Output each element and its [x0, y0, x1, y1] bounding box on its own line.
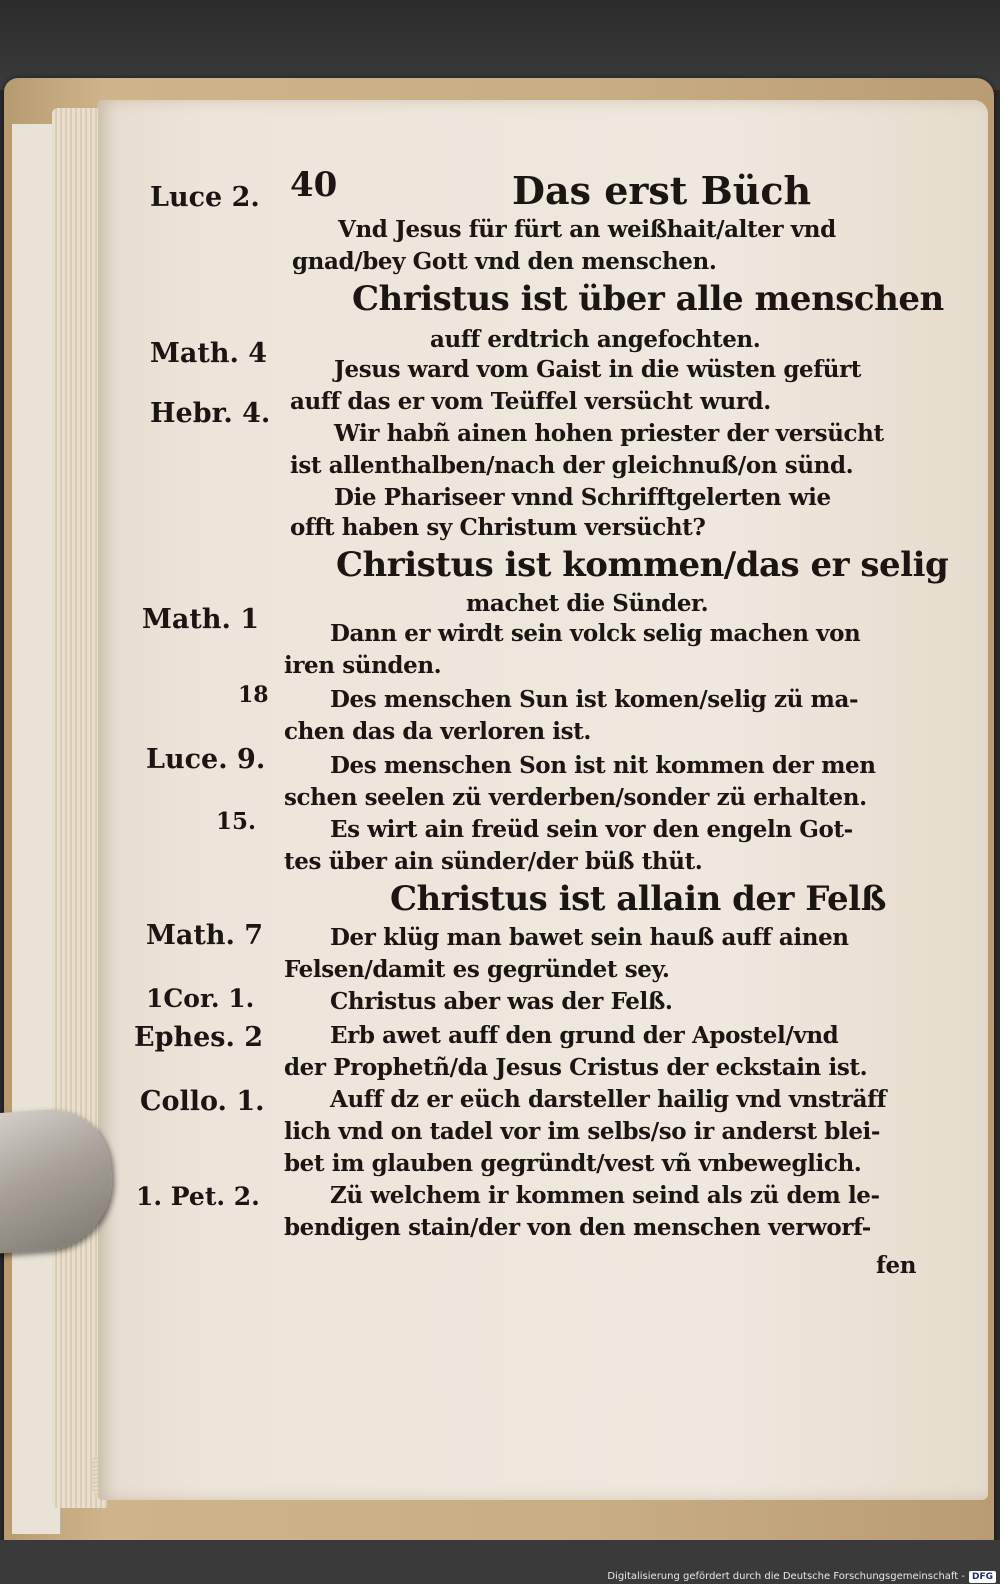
- margin-ref: 1. Pet. 2.: [136, 1182, 260, 1211]
- margin-ref: Luce 2.: [150, 182, 260, 213]
- dfg-logo: DFG: [969, 1571, 996, 1583]
- section-heading: Christus ist kommen/das er selig: [336, 545, 949, 585]
- margin-ref: Collo. 1.: [140, 1086, 265, 1117]
- text-line: Des menschen Son ist nit kommen der men: [330, 752, 876, 779]
- text-line: Die Phariseer vnnd Schrifftgelerten wie: [334, 484, 831, 511]
- text-line: Des menschen Sun ist komen/selig zü ma-: [330, 686, 859, 713]
- text-line: Es wirt ain freüd sein vor den engeln Got-: [330, 816, 853, 843]
- text-line: Zü welchem ir kommen seind als zü dem le-: [330, 1182, 880, 1209]
- margin-ref: Ephes. 2: [134, 1022, 264, 1053]
- text-line: gnad/bey Gott vnd den menschen.: [292, 248, 717, 275]
- margin-ref: Hebr. 4.: [150, 398, 271, 429]
- text-line: Felsen/damit es gegründet sey.: [284, 956, 670, 983]
- section-heading-sub: machet die Sünder.: [466, 590, 709, 617]
- text-line: Auff dz er eüch darsteller hailig vnd vnsträff: [330, 1086, 887, 1113]
- text-line: Jesus ward vom Gaist in die wüsten gefürt: [334, 356, 862, 383]
- text-line: tes über ain sünder/der büß thüt.: [284, 848, 703, 875]
- margin-ref: Luce. 9.: [146, 744, 266, 775]
- credit-text: Digitalisierung gefördert durch die Deutsche Forschungsgemeinschaft -: [607, 1571, 965, 1582]
- text-line: Wir habñ ainen hohen priester der versücht: [334, 420, 884, 447]
- scan-background-top: [0, 0, 1000, 90]
- text-line: der Prophetñ/da Jesus Cristus der eckstain ist.: [284, 1054, 868, 1081]
- section-heading-sub: auff erdtrich angefochten.: [430, 326, 761, 353]
- text-line: offt haben sy Christum versücht?: [290, 514, 706, 541]
- margin-ref: Math. 1: [142, 604, 260, 635]
- margin-ref: Math. 4: [150, 338, 268, 369]
- text-line: iren sünden.: [284, 652, 442, 679]
- text-line: Erb awet auff den grund der Apostel/vnd: [330, 1022, 839, 1049]
- running-title: Das erst Büch: [512, 168, 812, 213]
- text-line: chen das da verloren ist.: [284, 718, 592, 745]
- margin-ref: 1Cor. 1.: [146, 984, 255, 1013]
- section-heading: Christus ist allain der Felß: [390, 879, 886, 919]
- section-heading: Christus ist über alle menschen: [352, 279, 944, 319]
- page-number: 40: [290, 165, 338, 205]
- text-line: Christus aber was der Felß.: [330, 988, 673, 1015]
- text-line: bendigen stain/der von den menschen verworf-: [284, 1214, 871, 1241]
- digitization-credit: [607, 1569, 996, 1584]
- text-line: ist allenthalben/nach der gleichnuß/on sünd.: [290, 452, 854, 479]
- text-line: Der klüg man bawet sein hauß auff ainen: [330, 924, 849, 951]
- text-line: bet im glauben gegründt/vest vñ vnbeweglich.: [284, 1150, 862, 1177]
- margin-ref: 18: [238, 682, 269, 708]
- margin-ref: 15.: [216, 808, 257, 835]
- margin-ref: Math. 7: [146, 920, 264, 951]
- text-line: lich vnd on tadel vor im selbs/so ir anderst blei-: [284, 1118, 881, 1145]
- text-line: schen seelen zü verderben/sonder zü erhalten.: [284, 784, 867, 811]
- text-line: Dann er wirdt sein volck selig machen von: [330, 620, 861, 647]
- text-line: Vnd Jesus für fürt an weißhait/alter vnd: [338, 216, 836, 243]
- catchword: fen: [876, 1252, 917, 1279]
- text-line: auff das er vom Teüffel versücht wurd.: [290, 388, 771, 415]
